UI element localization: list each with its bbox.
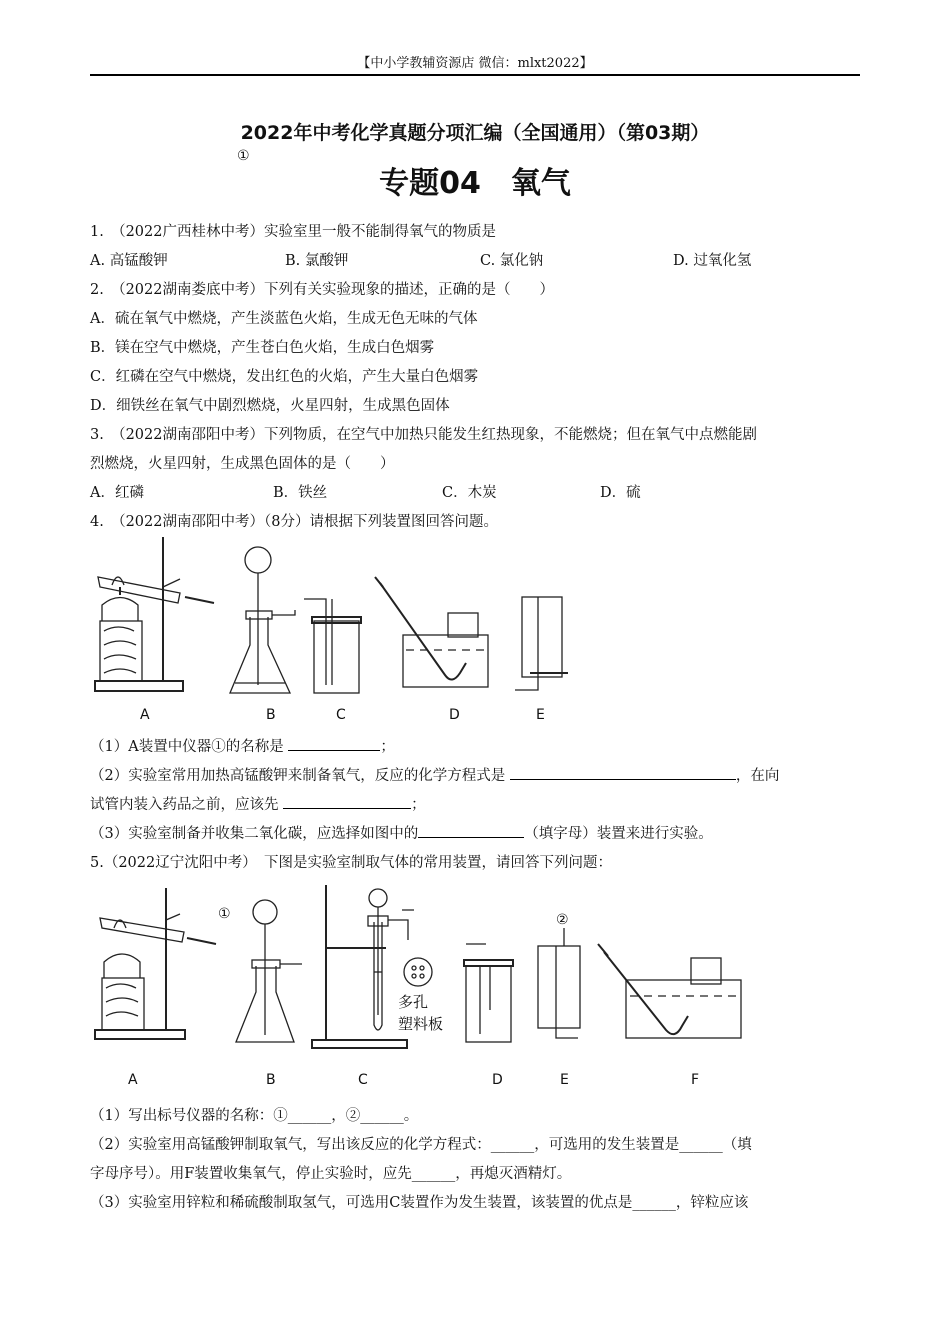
- q4-label-e: E: [536, 707, 545, 723]
- q4-part2b: [90, 793, 426, 814]
- answer-blank: [418, 823, 524, 838]
- q5-label-b: B: [266, 1072, 276, 1088]
- document-title: 2022年中考化学真题分项汇编（全国通用）（第03期）: [240, 122, 710, 144]
- q4-part3-end: （填字母）装置来进行实验。: [524, 826, 713, 842]
- q5-label-f: F: [691, 1072, 700, 1088]
- topic-title: 专题04 氧气: [379, 166, 571, 201]
- q3-option-b: B．铁丝: [273, 485, 328, 501]
- q1-option-c: C. 氯化钠: [480, 253, 544, 269]
- q5-plate-label-line2: 塑料板: [398, 1015, 444, 1033]
- q4-apparatus-figure: [90, 535, 610, 700]
- q5-label-a: A: [128, 1072, 138, 1088]
- q4-apparatus-e: [515, 597, 568, 690]
- q5-apparatus-e: [538, 928, 580, 1038]
- q2-option-d: D．细铁丝在氧气中剧烈燃烧，火星四射，生成黑色固体: [90, 398, 450, 414]
- q4-part2b-text: 试管内装入药品之前，应该先: [90, 797, 284, 813]
- q1-option-d: D. 过氧化氢: [673, 253, 752, 269]
- q4-part2a-text: （2）实验室常用加热高锰酸钾来制备氧气，反应的化学方程式是: [90, 768, 510, 784]
- q5-part1: （1）写出标号仪器的名称：①______，②______。: [90, 1108, 419, 1124]
- q5-apparatus-a: [95, 888, 216, 1039]
- q5-label-d: D: [492, 1072, 503, 1088]
- q4-apparatus-a: [95, 537, 214, 691]
- q3-stem-line2: 烈燃烧，火星四射，生成黑色固体的是（ ）: [90, 456, 395, 472]
- q5-apparatus-b: [236, 900, 302, 1042]
- q1-option-a: A. 高锰酸钾: [90, 253, 168, 269]
- q2-option-a: A．硫在氧气中燃烧，产生淡蓝色火焰，生成无色无味的气体: [90, 311, 478, 327]
- q3-stem-line1: 3. （2022湖南邵阳中考）下列物质，在空气中加热只能发生红热现象，不能燃烧；但在氧气中点燃能剧: [90, 427, 757, 443]
- q4-apparatus-c: [304, 599, 361, 693]
- q4-label-c: C: [336, 707, 346, 723]
- q4-apparatus-d: [375, 577, 488, 687]
- q1-stem: 1. （2022广西桂林中考）实验室里一般不能制得氧气的物质是: [90, 224, 496, 240]
- q3-option-a: A．红磷: [90, 485, 144, 501]
- q4-circle-label: ①: [237, 148, 250, 164]
- q5-circle1-label: ①: [218, 906, 231, 922]
- q4-stem: 4. （2022湖南邵阳中考）（8分）请根据下列装置图回答问题。: [90, 514, 498, 530]
- q2-option-b: B．镁在空气中燃烧，产生苍白色火焰，生成白色烟雾: [90, 340, 435, 356]
- q5-part2b: 字母序号）。用F装置收集氧气，停止实验时，应先______，再熄灭酒精灯。: [90, 1166, 572, 1182]
- q4-part2b-end: ；: [411, 797, 426, 813]
- q1-option-b: B. 氯酸钾: [285, 253, 349, 269]
- q5-part2a: （2）实验室用高锰酸钾制取氧气，写出该反应的化学方程式：______，可选用的发生装置是______（填: [90, 1137, 752, 1153]
- q5-apparatus-d: [464, 944, 513, 1042]
- answer-blank: [283, 794, 411, 809]
- q4-apparatus-b: [230, 547, 295, 693]
- q4-label-b: B: [266, 707, 276, 723]
- header-divider: [90, 74, 860, 76]
- q5-part3: （3）实验室用锌粒和稀硫酸制取氢气，可选用C装置作为发生装置，该装置的优点是______，锌粒应该: [90, 1195, 749, 1211]
- q5-stem: 5.（2022辽宁沈阳中考） 下图是实验室制取气体的常用装置，请回答下列问题：: [90, 855, 612, 871]
- q2-stem: 2. （2022湖南娄底中考）下列有关实验现象的描述，正确的是（ ）: [90, 282, 554, 298]
- q5-apparatus-f: [598, 944, 741, 1038]
- q4-part1-text: （1）A装置中仪器①的名称是: [90, 739, 289, 755]
- answer-blank: [288, 736, 380, 751]
- q2-option-c: C．红磷在空气中燃烧，发出红色的火焰，产生大量白色烟雾: [90, 369, 479, 385]
- q5-label-c: C: [358, 1072, 368, 1088]
- q3-option-c: C．木炭: [442, 485, 497, 501]
- q4-part2a: [90, 764, 779, 785]
- q4-part1-end: ；: [380, 739, 395, 755]
- page-header: 【中小学教辅资源店 微信：mlxt2022】: [357, 56, 593, 71]
- q3-option-d: D．硫: [600, 485, 641, 501]
- q4-part1: [90, 735, 395, 756]
- q5-circle2-label: ②: [556, 912, 569, 928]
- q5-plate-label-line1: 多孔: [398, 993, 429, 1011]
- q5-label-e: E: [560, 1072, 569, 1088]
- q4-part3-text: （3）实验室制备并收集二氧化碳，应选择如图中的: [90, 826, 419, 842]
- q4-part2a-end: ，在向: [735, 768, 780, 784]
- answer-blank: [510, 765, 736, 780]
- q4-part3: [90, 822, 713, 843]
- q4-label-a: A: [140, 707, 150, 723]
- q4-label-d: D: [449, 707, 460, 723]
